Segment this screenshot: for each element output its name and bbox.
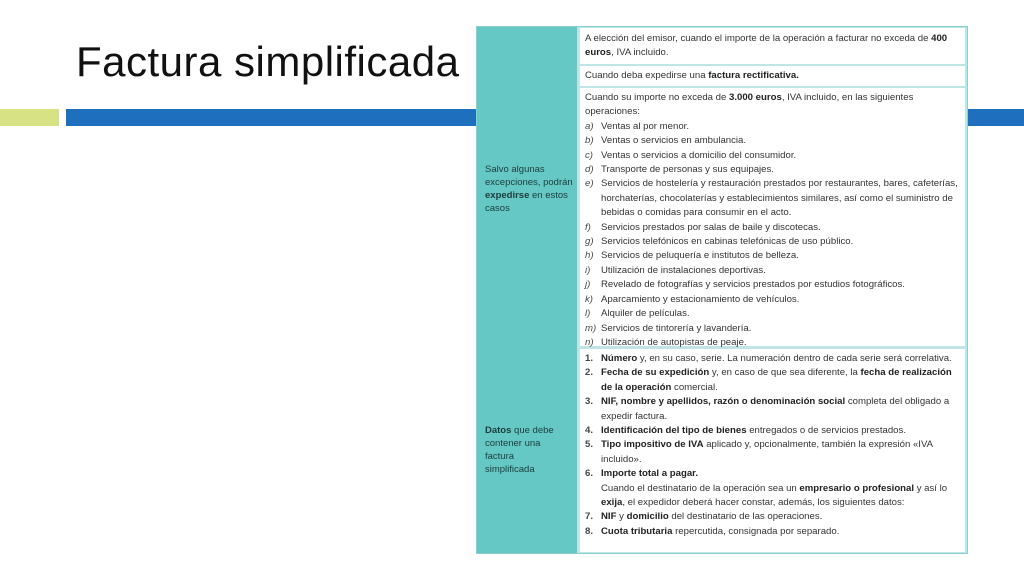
item-marker: d)	[585, 164, 594, 176]
list-item	[585, 525, 960, 539]
list-item	[585, 221, 960, 235]
list-item	[585, 366, 960, 395]
item-text-part: del destinatario de las operaciones.	[668, 511, 823, 523]
label-text: Salvo algunas excepciones, podrán	[485, 164, 573, 188]
item-bold: domicilio	[626, 511, 669, 523]
item-text-part: comercial.	[671, 381, 718, 393]
label-text: en estos casos	[485, 190, 568, 214]
row-text	[585, 91, 960, 350]
row-rectificativa	[580, 66, 965, 86]
item-number: 5.	[585, 439, 594, 451]
row-datos-factura	[580, 349, 965, 552]
list-item	[585, 249, 960, 263]
item-marker: n)	[585, 336, 594, 348]
row-3000-euros	[580, 88, 965, 346]
row3-intro: Cuando su importe no exceda de 3.000 euros, IVA incluido, en las siguientes operaciones:	[585, 92, 914, 118]
item-marker: l)	[585, 308, 591, 320]
item-text: Aparcamiento y estacionamiento de vehículos.	[601, 293, 800, 305]
data-list-extra	[585, 510, 960, 539]
list-item	[585, 438, 960, 467]
accent-bar-blue-right	[968, 109, 1024, 126]
item-text: Utilización de instalaciones deportivas.	[601, 264, 766, 276]
data-list	[585, 352, 960, 482]
item-bold: Tipo impositivo de IVA	[601, 439, 704, 451]
item-number: 8.	[585, 525, 594, 537]
item-text	[601, 366, 960, 395]
invoice-table	[476, 26, 968, 554]
list-item	[585, 293, 960, 307]
list-item	[585, 467, 960, 481]
item-text	[601, 510, 960, 524]
item-text	[601, 352, 960, 366]
accent-bar-yellow	[0, 109, 59, 126]
item-text-part: repercutida, consignada por separado.	[672, 525, 840, 537]
item-marker: i)	[585, 264, 591, 276]
list-item	[585, 510, 960, 524]
item-text: Servicios de tintorería y lavandería.	[601, 322, 752, 334]
list-item	[585, 395, 960, 424]
item-bold: Cuota tributaria	[601, 525, 673, 537]
item-marker: b)	[585, 135, 594, 147]
label-text: que debe contener una factura simplificada	[485, 425, 554, 475]
list-item	[585, 322, 960, 336]
item-text: Revelado de fotografías y servicios prestados por estudios fotográficos.	[601, 279, 905, 291]
item-text	[601, 467, 960, 481]
operations-list	[585, 120, 960, 351]
row-text	[585, 352, 960, 539]
item-text: Servicios telefónicos en cabinas telefónicas de uso público.	[601, 236, 854, 248]
list-item	[585, 149, 960, 163]
list-item	[585, 235, 960, 249]
left-label-expedirse	[485, 163, 573, 215]
item-number: 1.	[585, 353, 594, 364]
row-text: Cuando deba expedirse una factura rectificativa.	[585, 70, 799, 81]
item-number: 6.	[585, 468, 594, 480]
row-400-euros	[580, 28, 965, 64]
item-marker: m)	[585, 322, 597, 334]
list-item	[585, 264, 960, 278]
slide-title: Factura simplificada	[76, 38, 460, 85]
item-bold: Fecha de su expedición	[601, 367, 710, 379]
item-text-part: aplicado y, opcionalmente, también la expresión «IVA incluido».	[601, 439, 933, 465]
list-item	[585, 163, 960, 177]
row4-note: Cuando el destinatario de la operación sea un empresario o profesional y así lo exija, el expedidor deberá hacer constar, además, los siguientes datos:	[601, 482, 948, 509]
list-item	[585, 424, 960, 438]
item-text-part: y	[616, 511, 627, 523]
item-bold: NIF, nombre y apellidos, razón o denominación social	[601, 396, 846, 408]
item-text-part: entregados o de servicios prestados.	[746, 425, 906, 437]
item-text	[601, 438, 960, 467]
item-number: 4.	[585, 425, 594, 437]
item-text	[601, 525, 960, 539]
item-text: Servicios de peluquería e institutos de belleza.	[601, 250, 799, 262]
item-text: Ventas o servicios en ambulancia.	[601, 135, 747, 147]
item-bold: Número	[601, 353, 638, 364]
list-item	[585, 278, 960, 292]
list-item	[585, 134, 960, 148]
item-marker: a)	[585, 120, 594, 132]
item-marker: g)	[585, 236, 594, 248]
item-marker: e)	[585, 178, 594, 190]
list-item	[585, 307, 960, 321]
item-number: 7.	[585, 511, 594, 523]
item-marker: c)	[585, 149, 593, 161]
item-marker: j)	[585, 279, 591, 291]
label-bold: Datos	[485, 425, 512, 436]
item-marker: h)	[585, 250, 594, 262]
item-text-part: y, en caso de que sea diferente, la	[709, 367, 861, 379]
item-text: Transporte de personas y sus equipajes.	[601, 164, 774, 176]
accent-bar-blue-left	[66, 109, 476, 126]
item-text: Alquiler de películas.	[601, 308, 690, 320]
item-text: Utilización de autopistas de peaje.	[601, 336, 747, 348]
item-bold: fecha de realización de la operación	[601, 367, 952, 393]
item-bold: Importe total a pagar.	[601, 468, 699, 480]
item-number: 2.	[585, 367, 594, 379]
item-marker: k)	[585, 293, 593, 305]
item-text: Servicios de hostelería y restauración prestados por restaurantes, bares, cafeterías, horchaterías, chocolaterías y establecimientos similares, así como el suministro de bebidas o comidas para consumir en el acto.	[601, 178, 958, 219]
item-bold: Identificación del tipo de bienes	[601, 425, 747, 437]
item-text	[601, 395, 960, 424]
item-text-part: completa del obligado a expedir factura.	[601, 396, 950, 422]
left-label-datos	[485, 424, 565, 476]
item-marker: f)	[585, 221, 591, 233]
list-item	[585, 177, 960, 220]
item-text	[601, 424, 960, 438]
item-text: Servicios prestados por salas de baile y discotecas.	[601, 221, 821, 233]
item-number: 3.	[585, 396, 594, 408]
list-item	[585, 352, 960, 366]
item-bold: NIF	[601, 511, 617, 523]
item-text: Ventas al por menor.	[601, 120, 689, 132]
item-text: Ventas o servicios a domicilio del consumidor.	[601, 149, 797, 161]
row-text: A elección del emisor, cuando el importe de la operación a facturar no exceda de 400 euros, IVA incluido.	[585, 33, 948, 59]
list-item	[585, 120, 960, 134]
label-bold: expedirse	[485, 190, 530, 201]
item-text-part: y, en su caso, serie. La numeración dentro de cada serie será correlativa.	[637, 353, 952, 364]
